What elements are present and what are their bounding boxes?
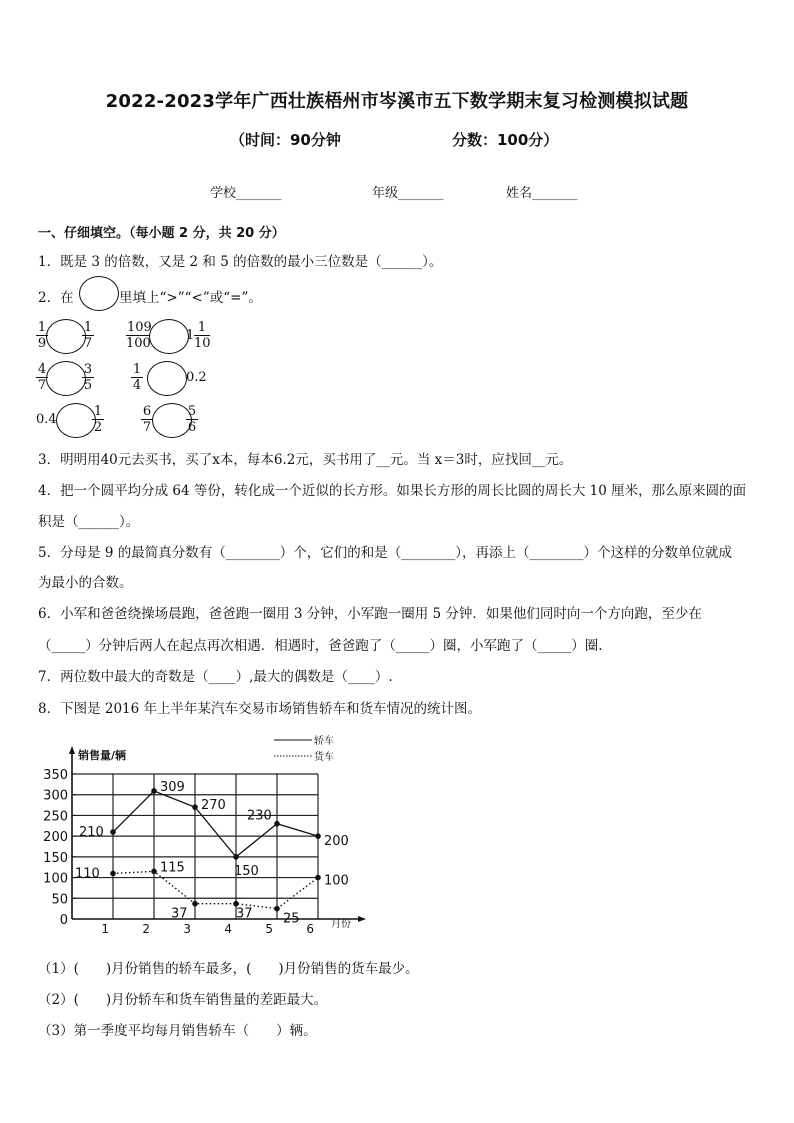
- question-8-2: （2）( )月份轿车和货车销售量的差距最大。: [38, 992, 328, 1008]
- decimal-value: 0.4: [36, 412, 57, 427]
- fraction: $\frac{1}{10}$: [194, 320, 211, 351]
- y-tick-label: 200: [43, 830, 68, 846]
- y-axis-label: 销售量/辆: [78, 749, 127, 762]
- data-point: [233, 854, 239, 860]
- question-7: 7．两位数中最大的奇数是（____）,最大的偶数是（____）.: [38, 669, 393, 685]
- data-label: 270: [201, 798, 226, 814]
- mixed-number-whole: 1: [186, 328, 195, 343]
- data-label: 37: [236, 906, 253, 922]
- school-field[interactable]: 学校_______: [210, 186, 282, 201]
- legend-label: 货车: [314, 752, 334, 763]
- chart-legend: [274, 735, 334, 763]
- data-label: 110: [75, 866, 100, 882]
- data-label: 115: [160, 860, 185, 876]
- fraction: $\frac{1}{4}$: [132, 362, 142, 393]
- question-6-line2: （_____）分钟后两人在起点再次相遇．相遇时，爸爸跑了（_____）圈，小军跑了（_____）圈.: [38, 638, 603, 654]
- fraction: $\frac{5}{6}$: [187, 404, 197, 435]
- question-3: 3．明明用40元去买书，买了x本，每本6.2元，买书用了__元。当 x＝3时，应找回__元。: [38, 452, 573, 468]
- data-label: 200: [324, 834, 349, 850]
- data-label: 309: [160, 779, 185, 795]
- question-5-line1: 5．分母是 9 的最简真分数有（________）个，它们的和是（________），再添上（________）个这样的分数单位就成: [38, 545, 733, 561]
- y-tick-label: 350: [43, 768, 68, 783]
- question-1: 1．既是 3 的倍数，又是 2 和 5 的倍数的最小三位数是（______）。: [38, 254, 443, 270]
- data-label: 210: [79, 825, 104, 840]
- data-point: [110, 871, 116, 877]
- data-point: [315, 875, 321, 881]
- x-tick-label: 6: [306, 922, 314, 936]
- x-tick-label: 1: [101, 922, 109, 936]
- y-tick-label: 100: [43, 871, 68, 887]
- data-label: 25: [283, 911, 300, 927]
- legend-label: 轿车: [314, 736, 334, 747]
- data-point: [151, 788, 157, 794]
- y-tick-label: 300: [43, 788, 68, 804]
- series-line-truck: [113, 871, 318, 908]
- name-field[interactable]: 姓名_______: [506, 186, 578, 201]
- question-4-line2: 积是（______）。: [38, 514, 140, 530]
- data-label: 100: [324, 873, 349, 889]
- fraction: $\frac{6}{7}$: [142, 404, 152, 435]
- fraction: $\frac{1}{7}$: [83, 320, 93, 351]
- grade-field[interactable]: 年级_______: [372, 186, 444, 201]
- data-point: [151, 869, 157, 875]
- question-2-suffix: 里填上“>”“<”或“=”。: [119, 290, 262, 306]
- y-tick-label: 0: [59, 913, 68, 928]
- x-tick-label: 5: [265, 922, 273, 936]
- y-tick-label: 150: [43, 850, 68, 866]
- chart-labels: [43, 748, 351, 936]
- data-label: 37: [171, 906, 188, 922]
- question-6-line1: 6．小军和爸爸绕操场晨跑，爸爸跑一圈用 3 分钟，小军跑一圈用 5 分钟．如果他们同时向一个方向跑，至少在: [38, 606, 702, 622]
- x-tick-label: 2: [142, 922, 150, 936]
- data-point: [315, 833, 321, 839]
- decimal-value: 0.2: [186, 370, 207, 385]
- fraction: $\frac{109}{100}$: [126, 320, 152, 351]
- page-title: 2022-2023学年广西壮族梧州市岑溪市五下数学期末复习检测模拟试题: [105, 91, 689, 112]
- x-tick-label: 4: [224, 922, 232, 936]
- y-axis-arrow: [69, 746, 75, 754]
- question-5-line2: 为最小的合数。: [38, 575, 133, 591]
- data-point: [274, 906, 280, 912]
- exam-score: 分数：100分）: [452, 131, 559, 149]
- y-tick-label: 50: [51, 892, 68, 908]
- x-axis-label: 月份: [331, 919, 351, 930]
- exam-time: （时间：90分钟: [230, 131, 341, 149]
- data-point: [233, 901, 239, 907]
- data-point: [110, 829, 116, 835]
- data-point: [192, 804, 198, 810]
- question-8-1: （1）( )月份销售的轿车最多，( )月份销售的货车最少。: [38, 961, 419, 977]
- x-tick-label: 3: [183, 922, 191, 936]
- chart-grid: [72, 774, 318, 919]
- fraction: $\frac{4}{7}$: [37, 362, 47, 393]
- question-8-3: （3）第一季度平均每月销售轿车（ ）辆。: [38, 1023, 317, 1039]
- data-label: 230: [247, 808, 272, 824]
- data-point: [192, 901, 198, 907]
- question-2-prefix: 2．在: [38, 290, 74, 306]
- fraction: $\frac{1}{9}$: [37, 320, 47, 351]
- y-tick-label: 250: [43, 809, 68, 825]
- question-4-line1: 4．把一个圆平均分成 64 等份，转化成一个近似的长方形。如果长方形的周长比圆的周长大 10 厘米，那么原来圆的面: [38, 483, 747, 499]
- section-heading: 一、仔细填空。（每小题 2 分，共 20 分）: [38, 226, 285, 241]
- data-label: 150: [234, 863, 259, 879]
- x-axis-arrow: [358, 916, 366, 922]
- fraction: $\frac{3}{5}$: [83, 362, 93, 393]
- question-8: 8．下图是 2016 年上半年某汽车交易市场销售轿车和货车情况的统计图。: [38, 701, 482, 717]
- data-point: [274, 821, 280, 827]
- fraction: $\frac{1}{2}$: [93, 404, 103, 435]
